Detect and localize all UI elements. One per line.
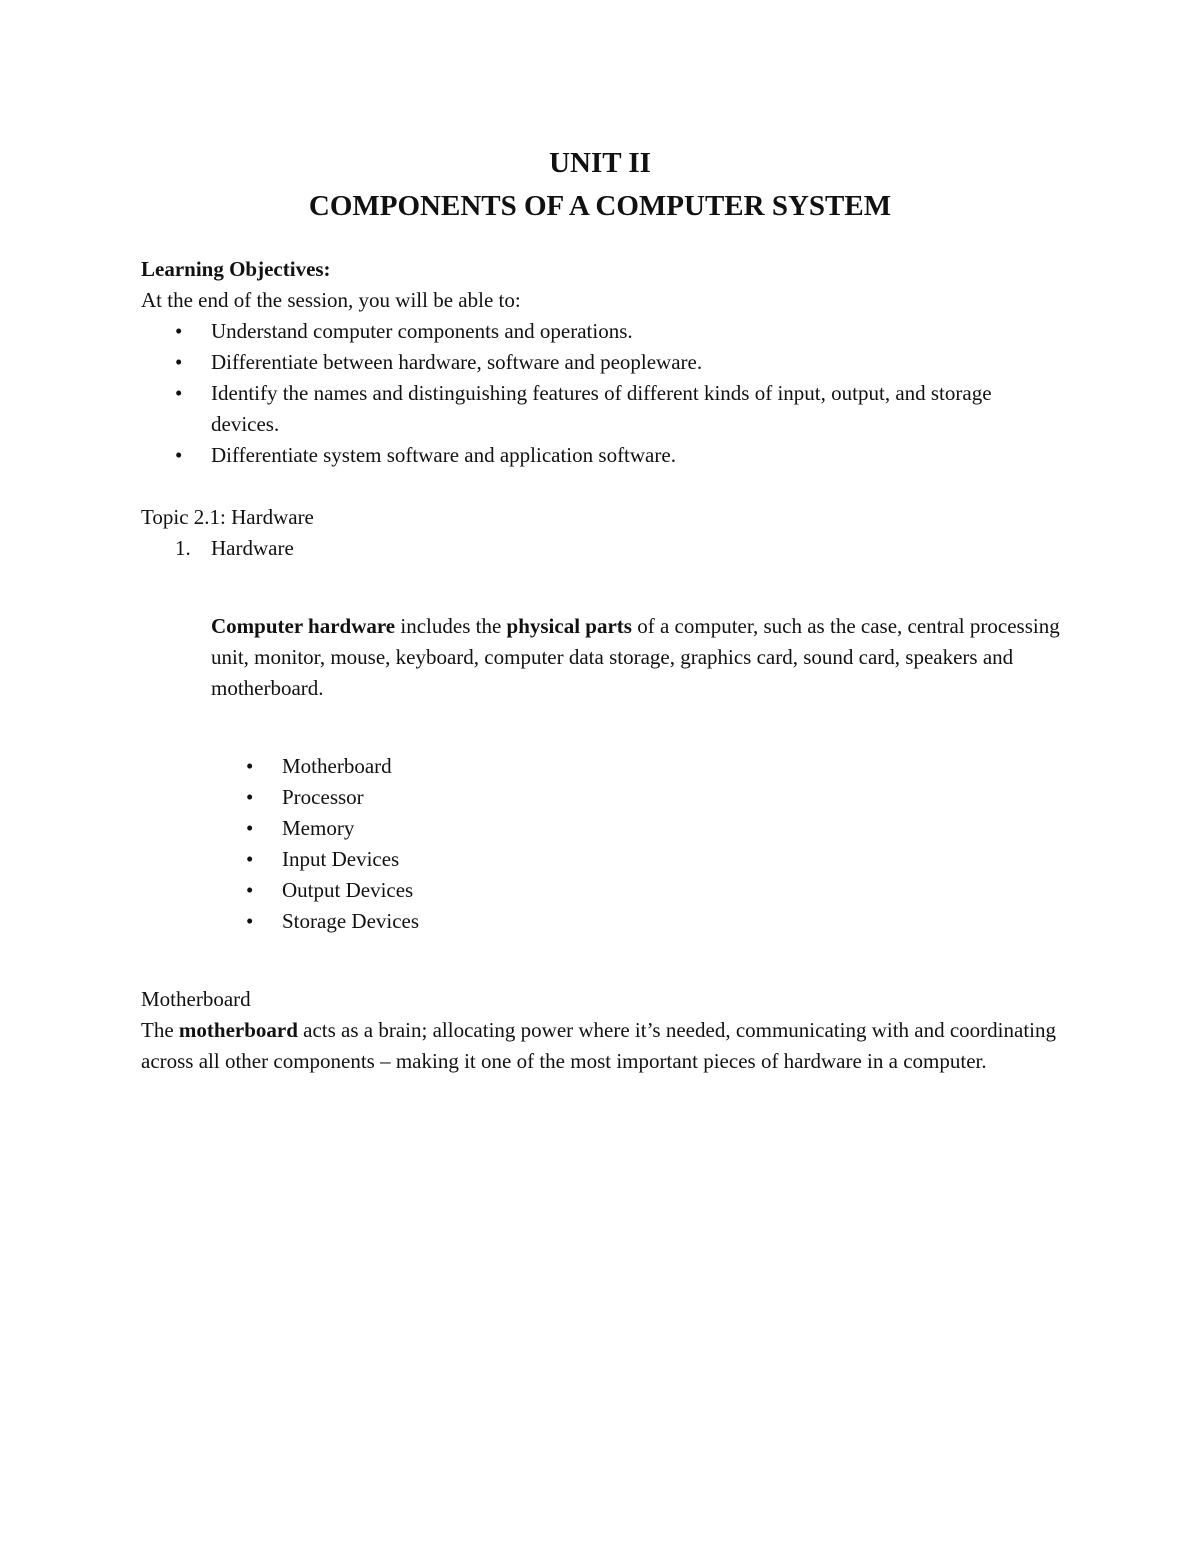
objective-item — [141, 440, 1061, 471]
objectives-intro: At the end of the session, you will be able to: — [141, 288, 521, 312]
motherboard-heading: Motherboard — [141, 987, 251, 1011]
objective-item — [141, 378, 1061, 440]
hardware-list-item: • Input Devices — [141, 844, 1061, 875]
objectives-heading: Learning Objectives: — [141, 257, 331, 281]
objectives-list — [141, 316, 1061, 471]
hardware-definition: Computer hardware includes the physical parts of a computer, such as the case, central processing unit, monitor, mouse, keyboard, computer data storage, graphics card, sound card, speakers and motherboard. — [211, 614, 1060, 700]
objective-text: Identify the names and distinguishing features of different kinds of input, output, and storage devices. — [211, 381, 992, 436]
title-block — [0, 142, 1200, 228]
objective-text: Differentiate between hardware, software and peopleware. — [211, 350, 703, 374]
bullet-icon: • — [175, 350, 183, 374]
objective-item — [141, 347, 1061, 378]
bullet-icon: • — [175, 443, 183, 467]
objective-text: Differentiate system software and application software. — [211, 443, 676, 467]
bullet-icon: • — [246, 847, 254, 871]
bullet-icon: • — [246, 878, 254, 902]
objective-item — [141, 316, 1061, 347]
bullet-icon: • — [175, 319, 183, 343]
bullet-icon: • — [175, 381, 183, 405]
bullet-icon: • — [246, 785, 254, 809]
numbered-item — [141, 533, 1061, 564]
term-physical-parts: physical parts — [506, 614, 632, 638]
numbered-item-text: Hardware — [211, 536, 294, 560]
term-computer-hardware: Computer hardware — [211, 614, 396, 638]
hardware-list-item: • Output Devices — [141, 875, 1061, 906]
unit-subtitle: COMPONENTS OF A COMPUTER SYSTEM — [308, 190, 892, 222]
topic-heading: Topic 2.1: Hardware — [141, 505, 314, 529]
hardware-list — [141, 751, 1061, 937]
unit-title: UNIT II — [549, 147, 651, 179]
hardware-list-item: • Motherboard — [141, 751, 1061, 782]
bullet-icon: • — [246, 816, 254, 840]
bullet-icon: • — [246, 754, 254, 778]
objective-text: Understand computer components and operations. — [211, 319, 633, 343]
hardware-list-item: • Storage Devices — [141, 906, 1061, 937]
hardware-list-item: • Processor — [141, 782, 1061, 813]
hardware-list-item: • Memory — [141, 813, 1061, 844]
term-motherboard: motherboard — [178, 1018, 298, 1042]
motherboard-paragraph: The motherboard acts as a brain; allocating power where it’s needed, communicating with and coordinating across all other components – making it one of the most important pieces of hardware in a computer. — [141, 1018, 1056, 1073]
item-number: 1. — [175, 536, 191, 560]
document-body — [141, 254, 1061, 1077]
bullet-icon: • — [246, 909, 254, 933]
